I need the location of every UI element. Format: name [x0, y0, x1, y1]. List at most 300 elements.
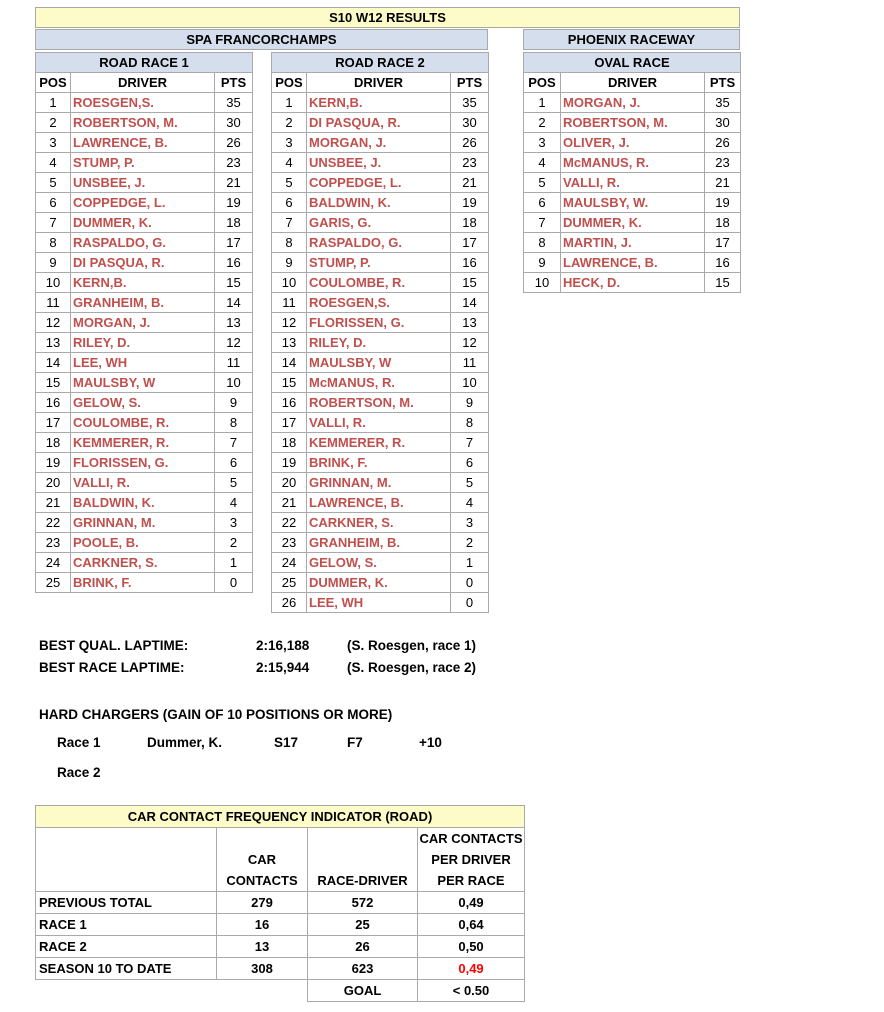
pts-cell: 13: [451, 313, 489, 333]
contact-corner: [36, 828, 217, 892]
pts-cell: 1: [451, 553, 489, 573]
pts-cell: 6: [215, 453, 253, 473]
driver-cell: KERN,B.: [307, 93, 451, 113]
result-row: [524, 213, 741, 233]
pos-cell: 2: [272, 113, 307, 133]
pts-cell: 23: [705, 153, 741, 173]
pos-cell: 6: [524, 193, 561, 213]
result-row: [524, 153, 741, 173]
contact-row-label: PREVIOUS TOTAL: [36, 892, 217, 914]
pos-cell: 5: [36, 173, 71, 193]
driver-cell: MAULSBY, W: [307, 353, 451, 373]
driver-cell: UNSBEE, J.: [307, 153, 451, 173]
page-title: S10 W12 RESULTS: [36, 8, 740, 28]
pos-cell: 2: [36, 113, 71, 133]
driver-cell: COULOMBE, R.: [71, 413, 215, 433]
result-row: [272, 413, 489, 433]
pos-cell: 9: [524, 253, 561, 273]
driver-cell: LAWRENCE, B.: [561, 253, 705, 273]
road-race-1-label: ROAD RACE 1: [36, 53, 253, 73]
pos-cell: 19: [272, 453, 307, 473]
result-row: [524, 233, 741, 253]
best-qual-label: BEST QUAL. LAPTIME:: [39, 638, 189, 653]
driver-cell: VALLI, R.: [307, 413, 451, 433]
pts-cell: 26: [215, 133, 253, 153]
driver-cell: HECK, D.: [561, 273, 705, 293]
pos-cell: 15: [272, 373, 307, 393]
hc-race1-start: S17: [274, 735, 299, 750]
pos-cell: 20: [272, 473, 307, 493]
goal-spacer: [36, 980, 217, 1002]
driver-cell: GELOW, S.: [71, 393, 215, 413]
pts-cell: 6: [451, 453, 489, 473]
driver-cell: LEE, WH: [307, 593, 451, 613]
pos-cell: 14: [36, 353, 71, 373]
result-row: [272, 493, 489, 513]
pts-cell: 16: [215, 253, 253, 273]
contacts-per-race: 0,64: [418, 914, 525, 936]
pts-cell: 16: [451, 253, 489, 273]
pos-cell: 17: [36, 413, 71, 433]
hc-race1-finish: F7: [347, 735, 363, 750]
pos-cell: 10: [524, 273, 561, 293]
driver-cell: RILEY, D.: [71, 333, 215, 353]
pos-cell: 4: [524, 153, 561, 173]
pts-cell: 18: [215, 213, 253, 233]
driver-cell: COULOMBE, R.: [307, 273, 451, 293]
driver-cell: DI PASQUA, R.: [71, 253, 215, 273]
pos-cell: 13: [36, 333, 71, 353]
pts-cell: 30: [215, 113, 253, 133]
best-qual-time: 2:16,188: [256, 638, 310, 653]
driver-cell: GRINNAN, M.: [71, 513, 215, 533]
pts-cell: 0: [451, 573, 489, 593]
driver-cell: GELOW, S.: [307, 553, 451, 573]
driver-cell: GRINNAN, M.: [307, 473, 451, 493]
pts-cell: 7: [215, 433, 253, 453]
contact-count: 308: [217, 958, 308, 980]
hc-race1-driver: Dummer, K.: [147, 735, 223, 750]
contact-count: 13: [217, 936, 308, 958]
result-row: [36, 193, 253, 213]
pos-cell: 24: [36, 553, 71, 573]
contact-row-season: [36, 958, 525, 980]
pts-cell: 17: [705, 233, 741, 253]
result-row: [36, 313, 253, 333]
pts-cell: 14: [215, 293, 253, 313]
driver-cell: GRANHEIM, B.: [71, 293, 215, 313]
contacts-per-race: 0,49: [418, 892, 525, 914]
pos-cell: 26: [272, 593, 307, 613]
race-driver-count: 572: [308, 892, 418, 914]
result-row: [272, 453, 489, 473]
contact-row-label: SEASON 10 TO DATE: [36, 958, 217, 980]
pos-cell: 18: [36, 433, 71, 453]
result-row: [272, 293, 489, 313]
pos-cell: 21: [272, 493, 307, 513]
per-header-3: PER RACE: [418, 870, 525, 892]
pos-cell: 20: [36, 473, 71, 493]
result-row: [272, 93, 489, 113]
pos-cell: 8: [524, 233, 561, 253]
result-row: [36, 173, 253, 193]
pts-cell: 26: [451, 133, 489, 153]
result-row: [524, 173, 741, 193]
contact-blank: [308, 828, 418, 850]
result-row: [36, 393, 253, 413]
result-row: [36, 333, 253, 353]
result-row: [36, 253, 253, 273]
season-contacts-per-race: 0,49: [418, 958, 525, 980]
result-row: [272, 353, 489, 373]
pts-cell: 9: [451, 393, 489, 413]
phoenix-track-header: [523, 29, 740, 50]
pts-cell: 26: [705, 133, 741, 153]
pos-cell: 24: [272, 553, 307, 573]
pos-cell: 21: [36, 493, 71, 513]
race-driver-count: 26: [308, 936, 418, 958]
pts-cell: 13: [215, 313, 253, 333]
driver-cell: FLORISSEN, G.: [71, 453, 215, 473]
pos-cell: 18: [272, 433, 307, 453]
pts-cell: 11: [215, 353, 253, 373]
result-row: [272, 153, 489, 173]
pts-cell: 3: [215, 513, 253, 533]
pts-cell: 35: [705, 93, 741, 113]
driver-cell: ROBERTSON, M.: [71, 113, 215, 133]
pts-cell: 30: [705, 113, 741, 133]
driver-header: DRIVER: [307, 73, 451, 93]
driver-cell: MORGAN, J.: [71, 313, 215, 333]
pos-cell: 19: [36, 453, 71, 473]
driver-cell: COPPEDGE, L.: [307, 173, 451, 193]
best-race-label: BEST RACE LAPTIME:: [39, 660, 185, 675]
oval-race-table: [523, 52, 741, 293]
pos-cell: 9: [272, 253, 307, 273]
pos-cell: 11: [36, 293, 71, 313]
hc-race1-label: Race 1: [57, 735, 101, 750]
driver-cell: RASPALDO, G.: [307, 233, 451, 253]
driver-cell: UNSBEE, J.: [71, 173, 215, 193]
driver-cell: RILEY, D.: [307, 333, 451, 353]
driver-cell: MAULSBY, W: [71, 373, 215, 393]
result-row: [272, 213, 489, 233]
pts-cell: 8: [215, 413, 253, 433]
pos-cell: 11: [272, 293, 307, 313]
driver-cell: MARTIN, J.: [561, 233, 705, 253]
pts-cell: 18: [451, 213, 489, 233]
pos-cell: 3: [36, 133, 71, 153]
result-row: [272, 333, 489, 353]
pos-cell: 23: [272, 533, 307, 553]
driver-cell: ROESGEN,S.: [71, 93, 215, 113]
driver-cell: MAULSBY, W.: [561, 193, 705, 213]
race-driver-count: 25: [308, 914, 418, 936]
driver-cell: BRINK, F.: [307, 453, 451, 473]
contact-count: 279: [217, 892, 308, 914]
road-race-2-table: [271, 52, 489, 613]
driver-cell: KERN,B.: [71, 273, 215, 293]
result-row: [272, 253, 489, 273]
pts-cell: 0: [451, 593, 489, 613]
pos-cell: 22: [36, 513, 71, 533]
race-driver-header: RACE-DRIVER: [308, 870, 418, 892]
result-row: [36, 413, 253, 433]
pos-cell: 3: [524, 133, 561, 153]
pts-cell: 35: [215, 93, 253, 113]
pts-cell: 5: [451, 473, 489, 493]
result-row: [36, 473, 253, 493]
driver-cell: DUMMER, K.: [307, 573, 451, 593]
driver-cell: CARKNER, S.: [307, 513, 451, 533]
result-row: [36, 453, 253, 473]
result-row: [272, 513, 489, 533]
result-row: [524, 193, 741, 213]
race-driver-count: 623: [308, 958, 418, 980]
pos-cell: 25: [272, 573, 307, 593]
result-row: [272, 373, 489, 393]
pos-cell: 6: [36, 193, 71, 213]
pts-cell: 19: [451, 193, 489, 213]
pos-cell: 8: [272, 233, 307, 253]
phoenix-track-name: PHOENIX RACEWAY: [524, 30, 740, 50]
pts-cell: 2: [451, 533, 489, 553]
best-race-time: 2:15,944: [256, 660, 310, 675]
car-contact-table: [35, 805, 525, 1002]
driver-cell: CARKNER, S.: [71, 553, 215, 573]
pos-header: POS: [36, 73, 71, 93]
pts-cell: 18: [705, 213, 741, 233]
result-row: [36, 533, 253, 553]
result-row: [36, 573, 253, 593]
pos-cell: 13: [272, 333, 307, 353]
contact-row-race1: [36, 914, 525, 936]
per-header-1: CAR CONTACTS: [418, 828, 525, 850]
road-race-2-label: ROAD RACE 2: [272, 53, 489, 73]
pts-cell: 1: [215, 553, 253, 573]
result-row: [36, 113, 253, 133]
driver-cell: DUMMER, K.: [71, 213, 215, 233]
driver-cell: COPPEDGE, L.: [71, 193, 215, 213]
pts-header: PTS: [705, 73, 741, 93]
pos-cell: 6: [272, 193, 307, 213]
pts-cell: 15: [705, 273, 741, 293]
driver-cell: STUMP, P.: [307, 253, 451, 273]
driver-cell: RASPALDO, G.: [71, 233, 215, 253]
result-row: [36, 293, 253, 313]
driver-cell: OLIVER, J.: [561, 133, 705, 153]
pos-cell: 25: [36, 573, 71, 593]
contact-count: 16: [217, 914, 308, 936]
pts-cell: 14: [451, 293, 489, 313]
result-row: [36, 433, 253, 453]
pts-cell: 12: [451, 333, 489, 353]
pts-cell: 15: [215, 273, 253, 293]
pos-cell: 1: [524, 93, 561, 113]
contact-row-label: RACE 2: [36, 936, 217, 958]
result-row: [36, 513, 253, 533]
pos-cell: 4: [36, 153, 71, 173]
result-row: [272, 113, 489, 133]
result-row: [272, 173, 489, 193]
pts-cell: 8: [451, 413, 489, 433]
result-row: [524, 133, 741, 153]
driver-cell: STUMP, P.: [71, 153, 215, 173]
spa-track-header: [35, 29, 488, 50]
result-row: [36, 553, 253, 573]
pos-cell: 23: [36, 533, 71, 553]
best-race-note: (S. Roesgen, race 2): [347, 660, 477, 675]
pts-header: PTS: [215, 73, 253, 93]
pts-header: PTS: [451, 73, 489, 93]
driver-cell: VALLI, R.: [561, 173, 705, 193]
result-row: [524, 273, 741, 293]
pos-cell: 22: [272, 513, 307, 533]
goal-label: GOAL: [308, 980, 418, 1002]
result-row: [36, 213, 253, 233]
pts-cell: 15: [451, 273, 489, 293]
driver-cell: MORGAN, J.: [307, 133, 451, 153]
pts-cell: 17: [451, 233, 489, 253]
pts-cell: 17: [215, 233, 253, 253]
driver-cell: LAWRENCE, B.: [71, 133, 215, 153]
pts-cell: 16: [705, 253, 741, 273]
pts-cell: 9: [215, 393, 253, 413]
driver-cell: KEMMERER, R.: [71, 433, 215, 453]
pos-cell: 15: [36, 373, 71, 393]
contacts-per-race: 0,50: [418, 936, 525, 958]
result-row: [36, 273, 253, 293]
pos-cell: 14: [272, 353, 307, 373]
result-row: [272, 273, 489, 293]
pos-header: POS: [272, 73, 307, 93]
pts-cell: 30: [451, 113, 489, 133]
driver-cell: ROESGEN,S.: [307, 293, 451, 313]
result-row: [272, 193, 489, 213]
per-header-2: PER DRIVER: [418, 849, 525, 870]
pts-cell: 35: [451, 93, 489, 113]
driver-cell: FLORISSEN, G.: [307, 313, 451, 333]
hard-chargers-heading: HARD CHARGERS (GAIN OF 10 POSITIONS OR MORE): [39, 707, 393, 722]
road-race-1-table: [35, 52, 253, 593]
car-header-2: CONTACTS: [217, 870, 308, 892]
driver-cell: LEE, WH: [71, 353, 215, 373]
result-row: [272, 533, 489, 553]
contact-row-previous: [36, 892, 525, 914]
driver-header: DRIVER: [561, 73, 705, 93]
driver-cell: VALLI, R.: [71, 473, 215, 493]
driver-cell: KEMMERER, R.: [307, 433, 451, 453]
car-header-1: CAR: [217, 849, 308, 870]
pos-cell: 1: [272, 93, 307, 113]
driver-cell: McMANUS, R.: [561, 153, 705, 173]
result-row: [36, 493, 253, 513]
pts-cell: 4: [215, 493, 253, 513]
pos-cell: 7: [36, 213, 71, 233]
pts-cell: 10: [215, 373, 253, 393]
result-row: [272, 433, 489, 453]
result-row: [36, 353, 253, 373]
pts-cell: 3: [451, 513, 489, 533]
pts-cell: 21: [215, 173, 253, 193]
pos-cell: 4: [272, 153, 307, 173]
spa-track-name: SPA FRANCORCHAMPS: [36, 30, 488, 50]
result-row: [272, 553, 489, 573]
pos-cell: 7: [272, 213, 307, 233]
result-row: [272, 233, 489, 253]
pts-cell: 21: [705, 173, 741, 193]
driver-cell: ROBERTSON, M.: [561, 113, 705, 133]
pos-cell: 1: [36, 93, 71, 113]
goal-value: < 0.50: [418, 980, 525, 1002]
pts-cell: 12: [215, 333, 253, 353]
pos-cell: 12: [272, 313, 307, 333]
contact-goal-row: [36, 980, 525, 1002]
best-qual-note: (S. Roesgen, race 1): [347, 638, 477, 653]
pos-cell: 7: [524, 213, 561, 233]
pts-cell: 5: [215, 473, 253, 493]
pts-cell: 19: [705, 193, 741, 213]
pos-cell: 3: [272, 133, 307, 153]
pts-cell: 23: [215, 153, 253, 173]
pts-cell: 19: [215, 193, 253, 213]
contact-row-label: RACE 1: [36, 914, 217, 936]
pos-header: POS: [524, 73, 561, 93]
pts-cell: 7: [451, 433, 489, 453]
result-row: [272, 573, 489, 593]
driver-cell: BALDWIN, K.: [71, 493, 215, 513]
oval-race-label: OVAL RACE: [524, 53, 741, 73]
contact-row-race2: [36, 936, 525, 958]
driver-cell: BRINK, F.: [71, 573, 215, 593]
result-row: [524, 113, 741, 133]
driver-cell: GRANHEIM, B.: [307, 533, 451, 553]
contact-title: CAR CONTACT FREQUENCY INDICATOR (ROAD): [36, 806, 525, 828]
result-row: [272, 393, 489, 413]
result-row: [524, 93, 741, 113]
result-row: [272, 593, 489, 613]
result-row: [36, 373, 253, 393]
driver-cell: LAWRENCE, B.: [307, 493, 451, 513]
pos-cell: 12: [36, 313, 71, 333]
pos-cell: 9: [36, 253, 71, 273]
pts-cell: 2: [215, 533, 253, 553]
result-row: [524, 253, 741, 273]
driver-cell: BALDWIN, K.: [307, 193, 451, 213]
pos-cell: 17: [272, 413, 307, 433]
hc-race2-label: Race 2: [57, 765, 101, 780]
driver-cell: ROBERTSON, M.: [307, 393, 451, 413]
pts-cell: 10: [451, 373, 489, 393]
result-row: [272, 473, 489, 493]
title-table: [35, 7, 740, 28]
contact-blank: [308, 849, 418, 870]
pts-cell: 0: [215, 573, 253, 593]
driver-cell: GARIS, G.: [307, 213, 451, 233]
driver-cell: DUMMER, K.: [561, 213, 705, 233]
pos-cell: 16: [36, 393, 71, 413]
result-row: [36, 133, 253, 153]
pts-cell: 23: [451, 153, 489, 173]
pos-cell: 5: [524, 173, 561, 193]
pts-cell: 21: [451, 173, 489, 193]
result-row: [272, 313, 489, 333]
pts-cell: 4: [451, 493, 489, 513]
driver-cell: MORGAN, J.: [561, 93, 705, 113]
pos-cell: 2: [524, 113, 561, 133]
pos-cell: 10: [36, 273, 71, 293]
goal-spacer: [217, 980, 308, 1002]
